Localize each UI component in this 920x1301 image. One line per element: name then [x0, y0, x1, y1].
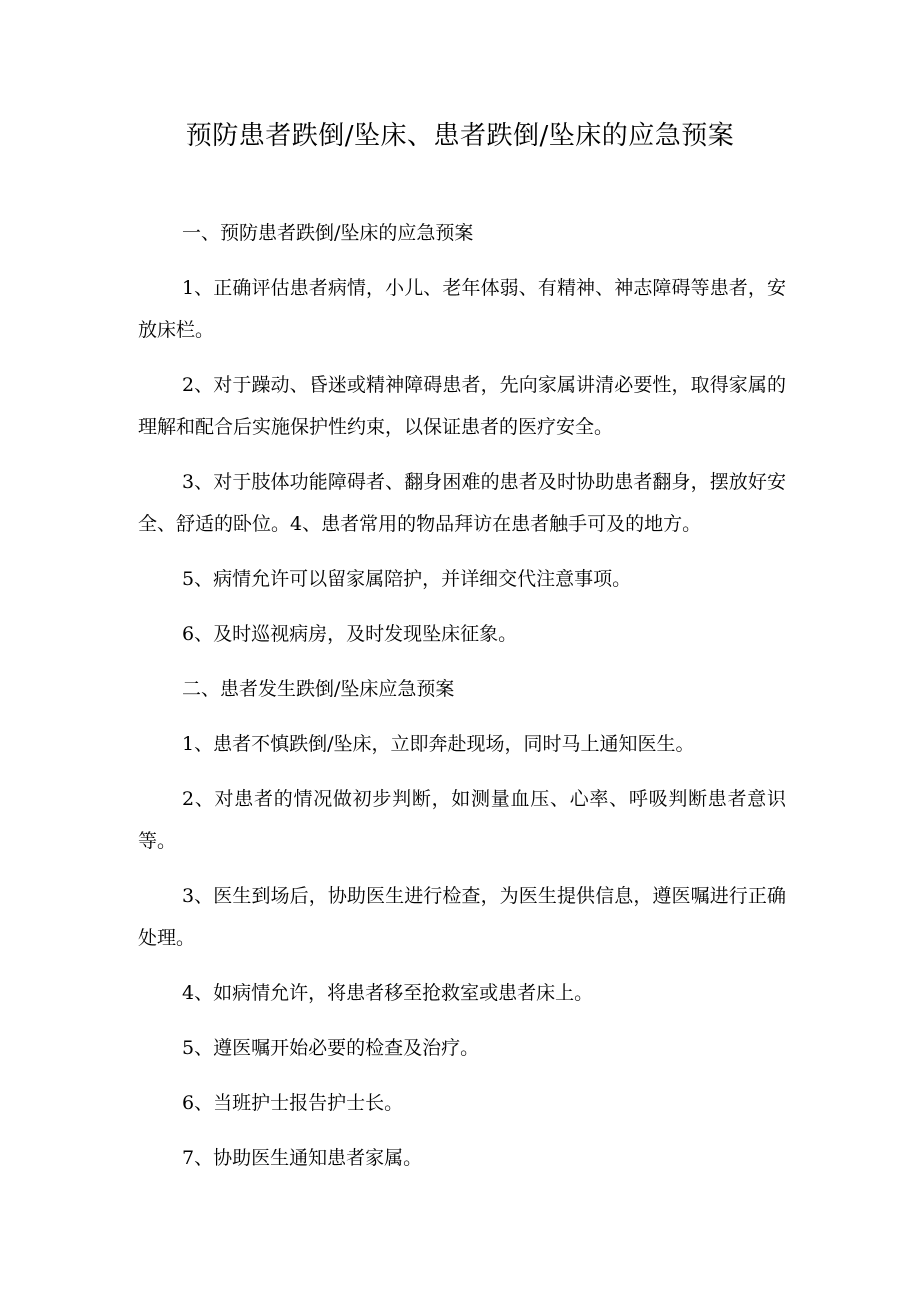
document-title: 预防患者跌倒/坠床、患者跌倒/坠床的应急预案 [185, 121, 735, 151]
section-2-item-6: 6、当班护士报告护士长。 [182, 1092, 404, 1114]
section-2-item-3: 3、医生到场后，协助医生进行检查，为医生提供信息，遵医嘱进行正确处理。 [138, 885, 786, 949]
section-1-heading: 一、预防患者跌倒/坠床的应急预案 [182, 222, 474, 244]
section-1-item-2: 2、对于躁动、昏迷或精神障碍患者，先向家属讲清必要性，取得家属的理解和配合后实施保护性约束，以保证患者的医疗安全。 [138, 374, 786, 438]
section-1-item-3: 3、对于肢体功能障碍者、翻身困难的患者及时协助患者翻身，摆放好安全、舒适的卧位。4、患者常用的物品拜访在患者触手可及的地方。 [138, 471, 786, 535]
section-2-item-2: 2、对患者的情况做初步判断，如测量血压、心率、呼吸判断患者意识等。 [138, 788, 786, 852]
section-2-item-4: 4、如病情允许，将患者移至抢救室或患者床上。 [182, 982, 594, 1004]
section-1-item-5: 5、病情允许可以留家属陪护，并详细交代注意事项。 [182, 568, 632, 590]
section-2-item-5: 5、遵医嘱开始必要的检查及治疗。 [182, 1037, 480, 1059]
document-body [138, 212, 786, 1179]
section-1-item-1: 1、正确评估患者病情，小儿、老年体弱、有精神、神志障碍等患者，安放床栏。 [138, 277, 786, 341]
section-1-item-6: 6、及时巡视病房，及时发现坠床征象。 [182, 623, 518, 645]
section-2-heading: 二、患者发生跌倒/坠床应急预案 [182, 678, 455, 700]
section-2-item-1: 1、患者不慎跌倒/坠床，立即奔赴现场，同时马上通知医生。 [182, 733, 695, 755]
section-2-item-7: 7、协助医生通知患者家属。 [182, 1147, 423, 1169]
